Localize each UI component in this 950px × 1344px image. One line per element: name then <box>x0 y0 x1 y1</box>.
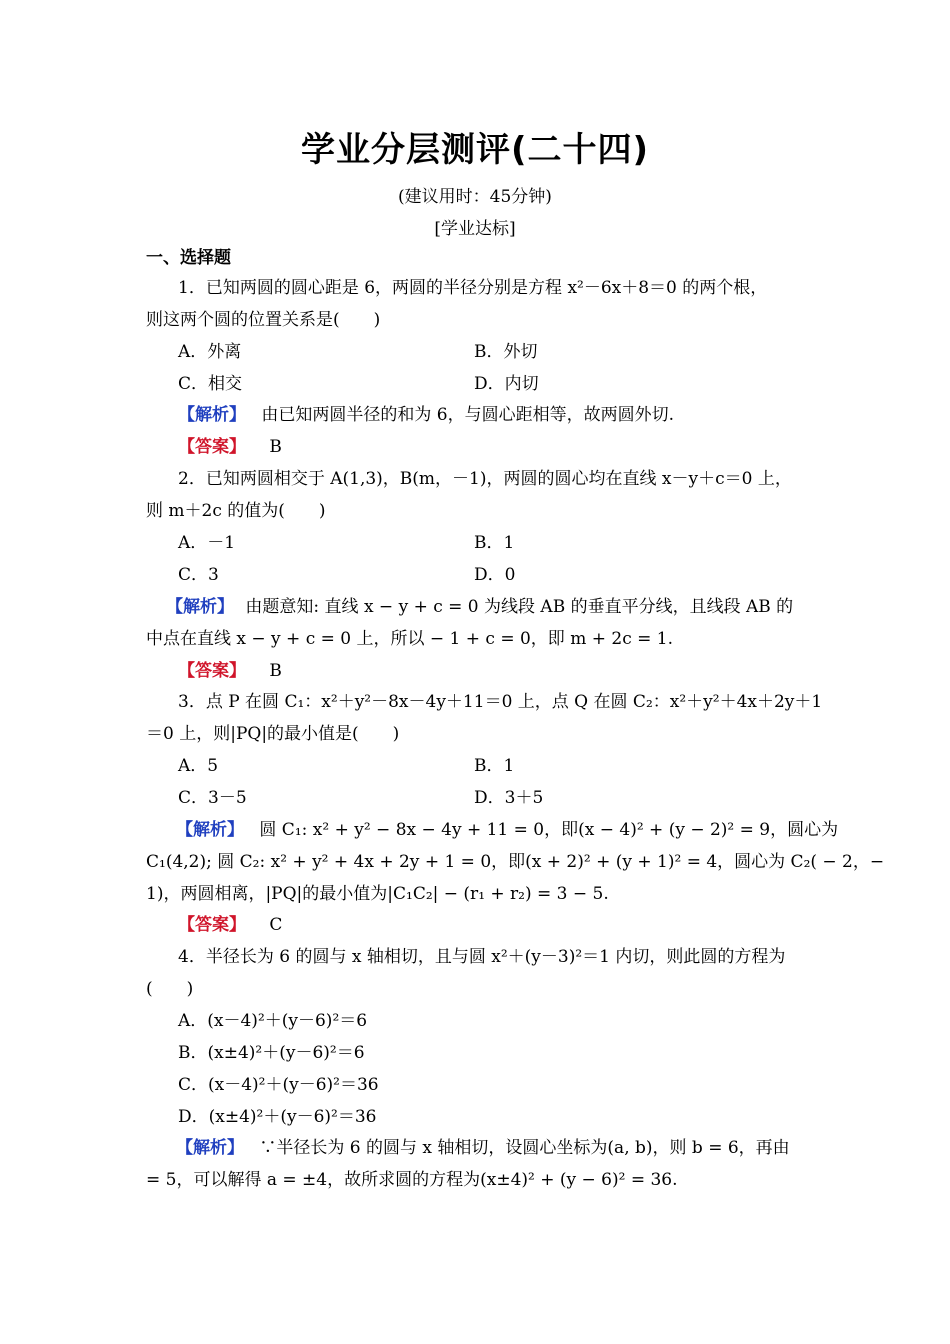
q2-analysis-line1 <box>166 596 793 618</box>
q3-option-d: D．3＋5 <box>474 788 544 808</box>
q3-option-c: C．3－5 <box>178 788 247 808</box>
q3-answer <box>178 914 282 936</box>
q1-stem-line1: 1．已知两圆的圆心距是 6，两圆的半径分别是方程 x²－6x＋8＝0 的两个根， <box>178 278 768 298</box>
time-note: (建议用时：45分钟) <box>398 187 552 207</box>
q4-option-c: C．(x－4)²＋(y－6)²＝36 <box>178 1075 379 1095</box>
q3-option-a: A．5 <box>178 756 219 776</box>
q4-analysis-line2: = 5，可以解得 a = ±4，故所求圆的方程为(x±4)² + (y − 6)² = 36. <box>146 1170 678 1190</box>
q2-analysis-text1: 由题意知: 直线 x − y + c = 0 为线段 AB 的垂直平分线，且线段 AB 的 <box>245 597 794 617</box>
q1-answer-value: B <box>269 437 282 457</box>
q4-option-a: A．(x－4)²＋(y－6)²＝6 <box>178 1011 368 1031</box>
section-heading: 一、选择题 <box>146 248 231 268</box>
q1-option-a: A．外离 <box>178 342 242 362</box>
level-heading: [学业达标] <box>434 219 516 239</box>
q3-analysis-text1: 圆 C₁: x² + y² − 8x − 4y + 11 = 0，即(x − 4)² + (y − 2)² = 9，圆心为 <box>259 820 839 840</box>
q1-option-b: B．外切 <box>474 342 538 362</box>
q2-stem-line1: 2．已知两圆相交于 A(1,3)，B(m，－1)，两圆的圆心均在直线 x－y＋c＝0 上， <box>178 469 792 489</box>
q2-option-a: A．－1 <box>178 533 236 553</box>
q1-option-d: D．内切 <box>474 374 539 394</box>
q4-stem-line2: ( ) <box>146 979 194 999</box>
q1-answer <box>178 436 282 458</box>
q4-stem-line1: 4．半径长为 6 的圆与 x 轴相切，且与圆 x²＋(y－3)²＝1 内切，则此圆的方程为 <box>178 947 786 967</box>
analysis-tag: 【解析】 <box>176 1138 244 1158</box>
analysis-tag: 【解析】 <box>166 597 234 617</box>
page-title: 学业分层测评(二十四) <box>300 130 650 170</box>
answer-tag: 【答案】 <box>178 437 246 457</box>
q3-analysis-line1 <box>176 819 838 841</box>
q4-option-d: D．(x±4)²＋(y－6)²＝36 <box>178 1107 377 1127</box>
q2-answer <box>178 660 282 682</box>
answer-tag: 【答案】 <box>178 915 246 935</box>
q3-stem-line2: ＝0 上，则|PQ|的最小值是( ) <box>146 724 400 744</box>
q2-stem-line2: 则 m＋2c 的值为( ) <box>146 501 326 521</box>
q1-analysis-text: 由已知两圆半径的和为 6，与圆心距相等，故两圆外切. <box>261 405 675 425</box>
analysis-tag: 【解析】 <box>178 405 246 425</box>
q1-option-c: C．相交 <box>178 374 243 394</box>
q2-option-b: B．1 <box>474 533 515 553</box>
q3-answer-value: C <box>269 915 283 935</box>
q2-analysis-line2: 中点在直线 x − y + c = 0 上，所以 − 1 + c = 0，即 m + 2c = 1. <box>146 629 673 649</box>
q3-stem-line1: 3．点 P 在圆 C₁：x²＋y²－8x－4y＋11＝0 上，点 Q 在圆 C₂：x²＋y²＋4x＋2y＋1 <box>178 692 823 712</box>
q4-analysis-text1: ∵半径长为 6 的圆与 x 轴相切，设圆心坐标为(a, b)，则 b = 6，再由 <box>259 1138 790 1158</box>
q1-stem-line2: 则这两个圆的位置关系是( ) <box>146 310 381 330</box>
q3-analysis-line3: 1)，两圆相离，|PQ|的最小值为|C₁C₂| − (r₁ + r₂) = 3 − 5. <box>146 884 609 904</box>
q4-analysis-line1 <box>176 1137 790 1159</box>
q3-analysis-line2: C₁(4,2); 圆 C₂: x² + y² + 4x + 2y + 1 = 0，即(x + 2)² + (y + 1)² = 4，圆心为 C₂( − 2，− <box>146 852 885 872</box>
q1-analysis <box>178 404 674 426</box>
q2-answer-value: B <box>269 661 282 681</box>
q2-option-c: C．3 <box>178 565 219 585</box>
q2-option-d: D．0 <box>474 565 516 585</box>
q3-option-b: B．1 <box>474 756 515 776</box>
analysis-tag: 【解析】 <box>176 820 244 840</box>
q4-option-b: B．(x±4)²＋(y－6)²＝6 <box>178 1043 365 1063</box>
answer-tag: 【答案】 <box>178 661 246 681</box>
